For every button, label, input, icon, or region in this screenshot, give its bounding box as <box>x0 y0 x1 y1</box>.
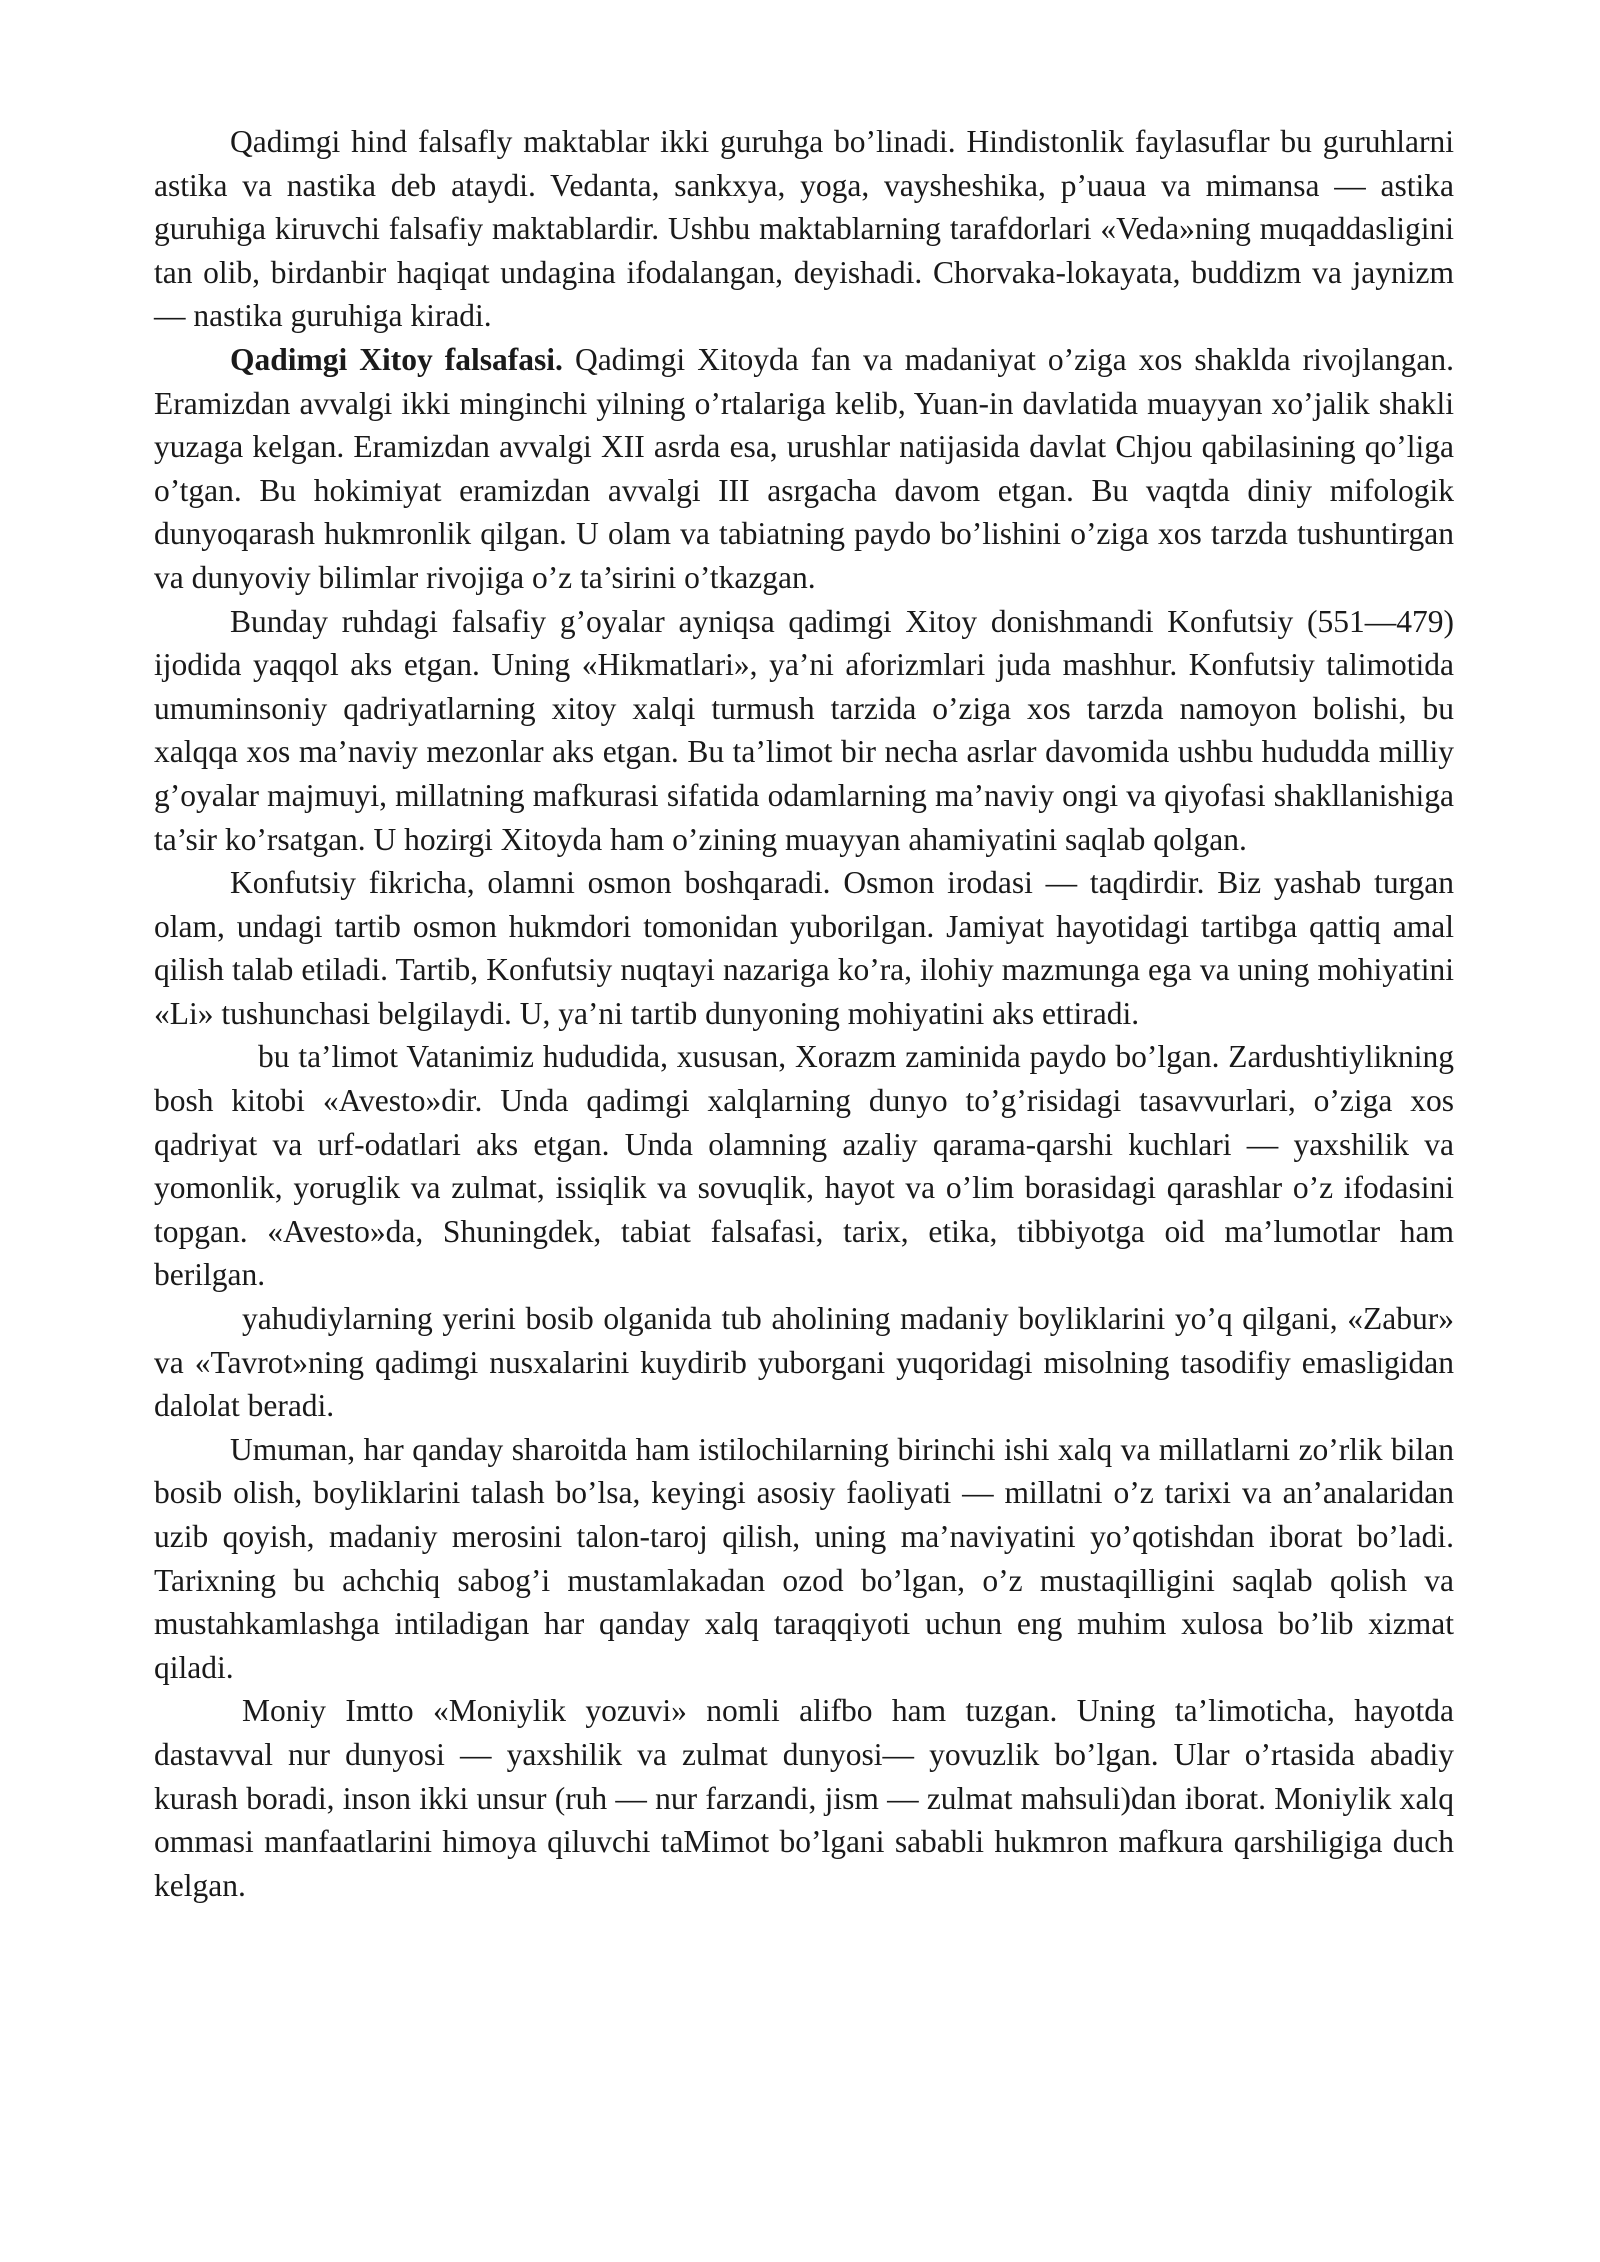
paragraph-conquerors <box>154 1428 1454 1690</box>
paragraph-avesto <box>154 1035 1454 1297</box>
paragraph-text: Konfutsiy fikricha, olamni osmon boshqaradi. Osmon irodasi — taqdirdir. Biz yashab turgan olam, undagi tartib osmon hukmdori tomonidan yuborilgan. Jamiyat hayotidagi tartibga qattiq amal qilish talab etiladi. Tartib, Konfutsiy nuqtayi nazariga ko’ra, ilohiy mazmunga ega va uning mohiyatini «Li» tushunchasi belgilaydi. U, ya’ni tartib dunyoning mohiyatini aks ettiradi. <box>154 865 1454 1031</box>
document-page <box>154 120 1454 1907</box>
paragraph-indian-philosophy <box>154 120 1454 338</box>
paragraph-text: yahudiylarning yerini bosib olganida tub aholining madaniy boyliklarini yo’q qilgani, «Zabur» va «Tavrot»ning qadimgi nusxalarini kuydirib yuborgani yuqoridagi misolning tasodifiy emasligidan dalolat beradi. <box>154 1301 1454 1424</box>
paragraph-confucius-order <box>154 861 1454 1035</box>
paragraph-text: bu ta’limot Vatanimiz hududida, xususan, Xorazm zaminida paydo bo’lgan. Zardushtiylikning bosh kitobi «Avesto»dir. Unda qadimgi xalqlarning dunyo to’g’risidagi tasavvurlari, o’ziga xos qadriyat va urf-odatlari aks etgan. Unda olamning azaliy qarama-qarshi kuchlari — yaxshilik va yomonlik, yoruglik va zulmat, issiqlik va sovuqlik, hayot va o’lim borasidagi qarashlar o’z ifodasini topgan. «Avesto»da, Shuningdek, tabiat falsafasi, tarix, etika, tibbiyotga oid ma’lumotlar ham berilgan. <box>154 1039 1454 1293</box>
paragraph-text: Qadimgi hind falsafly maktablar ikki guruhga bo’linadi. Hindistonlik faylasuflar bu guruhlarni astika va nastika deb ataydi. Vedanta, sankxya, yoga, vaysheshika, p’uaua va mimansa — astika guruhiga kiruvchi falsafiy maktablardir. Ushbu maktablarning tarafdorlari «Veda»ning muqaddasligini tan olib, birdanbir haqiqat undagina ifodalangan, deyishadi. Chorvaka-lokayata, buddizm va jaynizm — nastika guruhiga kiradi. <box>154 124 1454 334</box>
paragraph-text: Moniy Imtto «Moniylik yozuvi» nomli alifbo ham tuzgan. Uning ta’limoticha, hayotda dastavval nur dunyosi — yaxshilik va zulmat dunyosi— yovuzlik bo’lgan. Ular o’rtasida abadiy kurash boradi, inson ikki unsur (ruh — nur farzandi, jism — zulmat mahsuli)dan iborat. Moniylik xalq ommasi manfaatlarini himoya qiluvchi taMimot bo’lgani sababli hukmron mafkura qarshiligiga duch kelgan. <box>154 1693 1454 1903</box>
paragraph-text: Umuman, har qanday sharoitda ham istilochilarning birinchi ishi xalq va millatlarni zo’rlik bilan bosib olish, boyliklarini talash bo’lsa, keyingi asosiy faoliyati — millatni o’z tarixi va an’analaridan uzib qoyish, madaniy merosini talon-taroj qilish, uning ma’naviyatini yo’qotishdan iborat bo’ladi. Tarixning bu achchiq sabog’i mustamlakadan ozod bo’lgan, o’z mustaqilligini saqlab qolish va mustahkamlashga intiladigan har qanday xalq taraqqiyoti uchun eng muhim xulosa bo’lib xizmat qiladi. <box>154 1431 1454 1685</box>
section-heading: Qadimgi Xitoy falsafasi. <box>230 341 563 377</box>
paragraph-zabur-tavrot <box>154 1297 1454 1428</box>
paragraph-chinese-philosophy <box>154 338 1454 600</box>
paragraph-text: Qadimgi Xitoyda fan va madaniyat o’ziga xos shaklda rivojlangan. Eramizdan avvalgi ikki minginchi yilning o’rtalariga kelib, Yuan-in davlatida muayyan xo’jalik shakli yuzaga kelgan. Eramizdan avvalgi XII asrda esa, urushlar natijasida davlat Chjou qabilasining qo’liga o’tgan. Bu hokimiyat eramizdan avvalgi III asrgacha davom etgan. Bu vaqtda diniy mifologik dunyoqarash hukmronlik qilgan. U olam va tabiatning paydo bo’lishini o’ziga xos tarzda tushuntirgan va dunyoviy bilimlar rivojiga o’z ta’sirini o’tkazgan. <box>154 341 1454 595</box>
paragraph-mani <box>154 1689 1454 1907</box>
paragraph-confucius <box>154 600 1454 862</box>
paragraph-text: Bunday ruhdagi falsafiy g’oyalar ayniqsa qadimgi Xitoy donishmandi Konfutsiy (551—479) ijodida yaqqol aks etgan. Uning «Hikmatlari», ya’ni aforizmlari juda mashhur. Konfutsiy talimotida umuminsoniy qadriyatlarning xitoy xalqi turmush tarzida o’ziga xos tarzda namoyon bolishi, bu xalqqa xos ma’naviy mezonlar aks etgan. Bu ta’limot bir necha asrlar davomida ushbu hududda milliy g’oyalar majmuyi, millatning mafkurasi sifatida odamlarning ma’naviy ongi va qiyofasi shakllanishiga ta’sir ko’rsatgan. U hozirgi Xitoyda ham o’zining muayyan ahamiyatini saqlab qolgan. <box>154 603 1454 857</box>
